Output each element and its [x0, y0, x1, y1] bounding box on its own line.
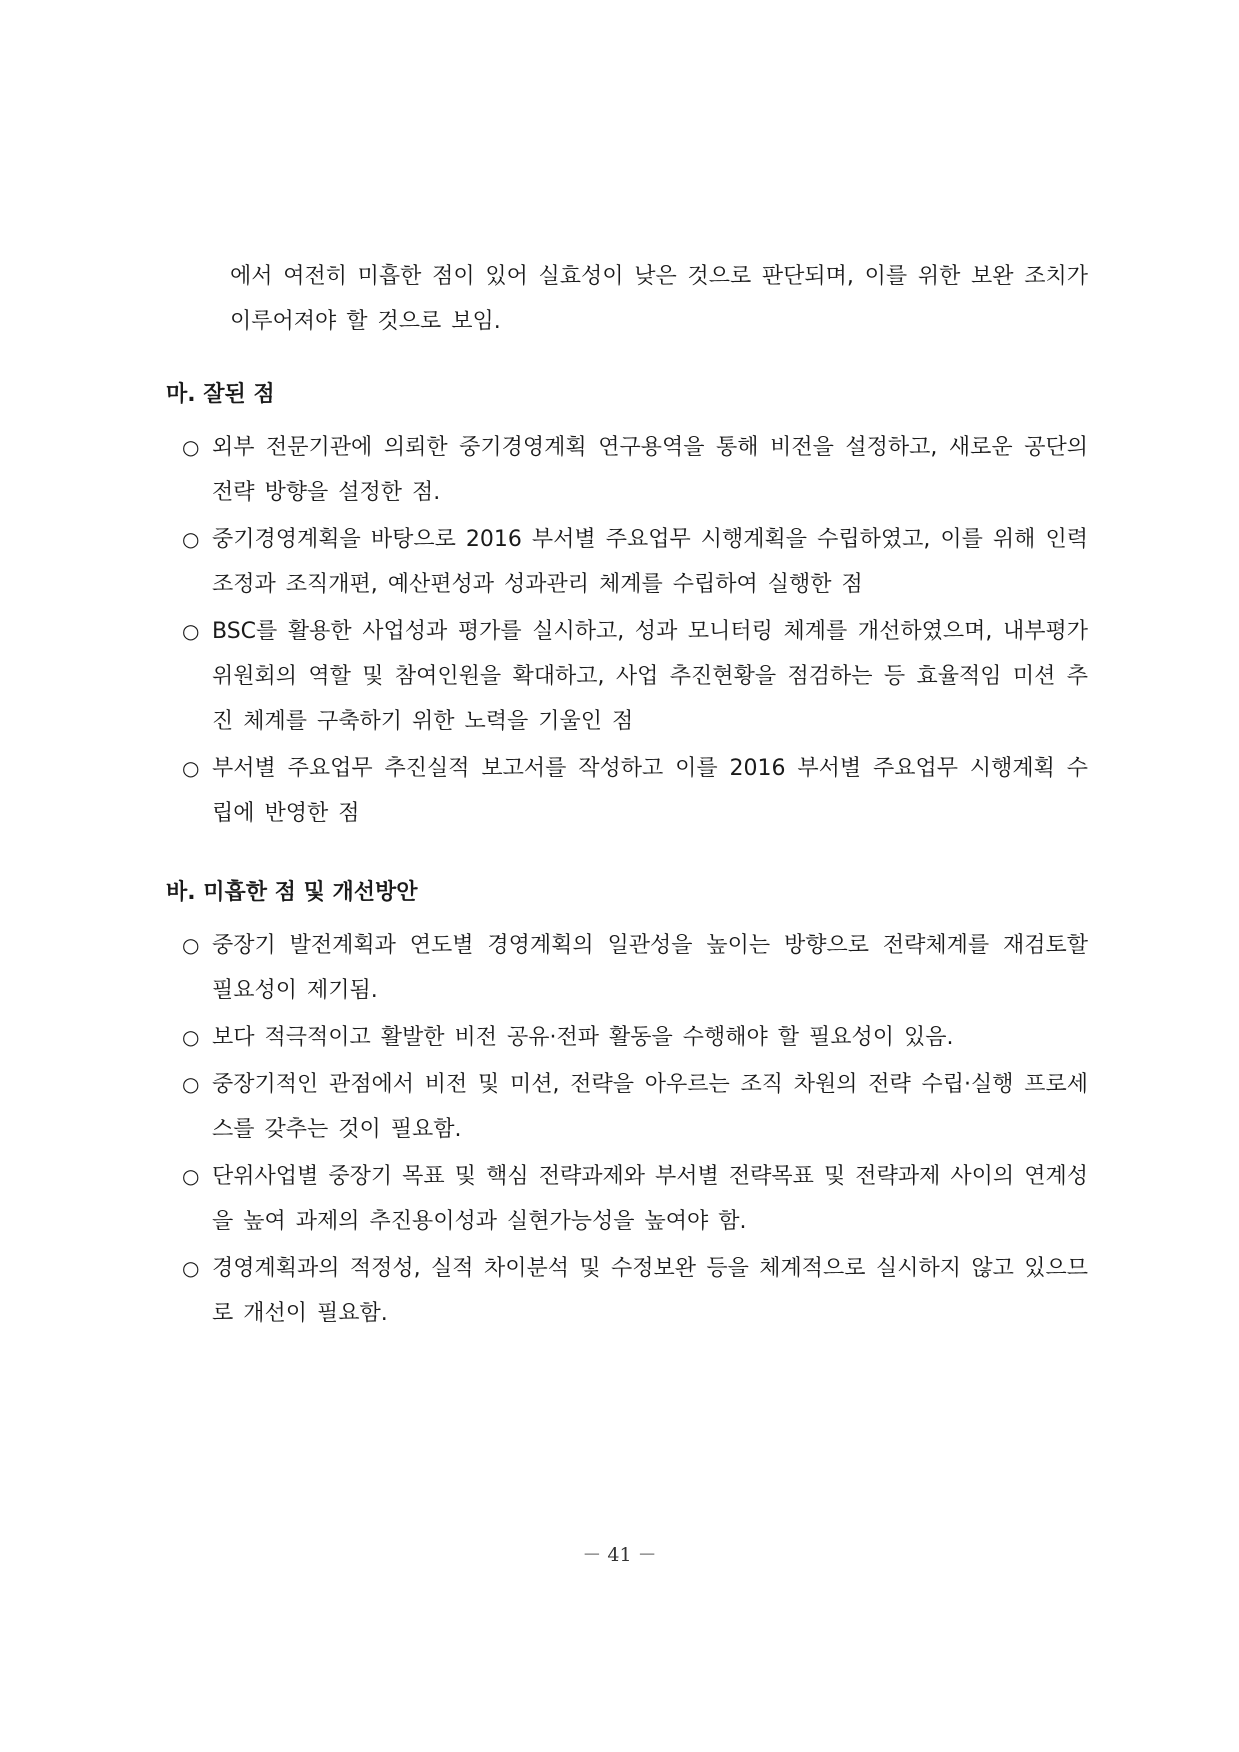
- list-item: [182, 1015, 1088, 1060]
- list-item: [182, 923, 1088, 1013]
- list-item: [182, 425, 1088, 515]
- list-item-text: 부서별 주요업무 추진실적 보고서를 작성하고 이를 2016 부서별 주요업무 시행계획 수립에 반영한 점: [212, 756, 1088, 826]
- good-points-list: [182, 425, 1088, 838]
- section-heading-good-points: 마. 잘된 점: [166, 382, 275, 407]
- list-item-text: 중기경영계획을 바탕으로 2016 부서별 주요업무 시행계획을 수립하였고, 이를 위해 인력조정과 조직개편, 예산편성과 성과관리 체계를 수립하여 실행한 점: [212, 527, 1088, 597]
- list-item-text: 경영계획과의 적정성, 실적 차이분석 및 수정보완 등을 체계적으로 실시하지 않고 있으므로 개선이 필요함.: [212, 1256, 1088, 1326]
- circle-bullet-icon: ○: [182, 1164, 200, 1188]
- list-item: [182, 1062, 1088, 1152]
- list-item: [182, 746, 1088, 836]
- page-number: － 41 －: [582, 1544, 657, 1566]
- circle-bullet-icon: ○: [182, 933, 200, 957]
- circle-bullet-icon: ○: [182, 527, 200, 551]
- section-heading-improvements: 바. 미흡한 점 및 개선방안: [166, 880, 418, 905]
- list-item-text: BSC를 활용한 사업성과 평가를 실시하고, 성과 모니터링 체계를 개선하였으며, 내부평가위원회의 역할 및 참여인원을 확대하고, 사업 추진현황을 점검하는 등 효율적임 미션 추진 체계를 구축하기 위한 노력을 기울인 점: [212, 619, 1088, 734]
- list-item-text: 보다 적극적이고 활발한 비전 공유·전파 활동을 수행해야 할 필요성이 있음.: [212, 1025, 954, 1050]
- circle-bullet-icon: ○: [182, 1256, 200, 1280]
- continuation-paragraph: 에서 여전히 미흡한 점이 있어 실효성이 낮은 것으로 판단되며, 이를 위한 보완 조치가 이루어져야 할 것으로 보임.: [230, 264, 1088, 334]
- improvements-list: [182, 923, 1088, 1338]
- list-item: [182, 609, 1088, 744]
- circle-bullet-icon: ○: [182, 756, 200, 780]
- list-item: [182, 1246, 1088, 1336]
- circle-bullet-icon: ○: [182, 619, 200, 643]
- list-item-text: 중장기 발전계획과 연도별 경영계획의 일관성을 높이는 방향으로 전략체계를 재검토할 필요성이 제기됨.: [212, 933, 1088, 1003]
- list-item: [182, 1154, 1088, 1244]
- list-item-text: 단위사업별 중장기 목표 및 핵심 전략과제와 부서별 전략목표 및 전략과제 사이의 연계성을 높여 과제의 추진용이성과 실현가능성을 높여야 함.: [212, 1164, 1088, 1234]
- circle-bullet-icon: ○: [182, 1072, 200, 1096]
- circle-bullet-icon: ○: [182, 435, 200, 459]
- list-item: [182, 517, 1088, 607]
- list-item-text: 외부 전문기관에 의뢰한 중기경영계획 연구용역을 통해 비전을 설정하고, 새로운 공단의 전략 방향을 설정한 점.: [212, 435, 1088, 505]
- circle-bullet-icon: ○: [182, 1025, 200, 1049]
- list-item-text: 중장기적인 관점에서 비전 및 미션, 전략을 아우르는 조직 차원의 전략 수립·실행 프로세스를 갖추는 것이 필요함.: [212, 1072, 1088, 1142]
